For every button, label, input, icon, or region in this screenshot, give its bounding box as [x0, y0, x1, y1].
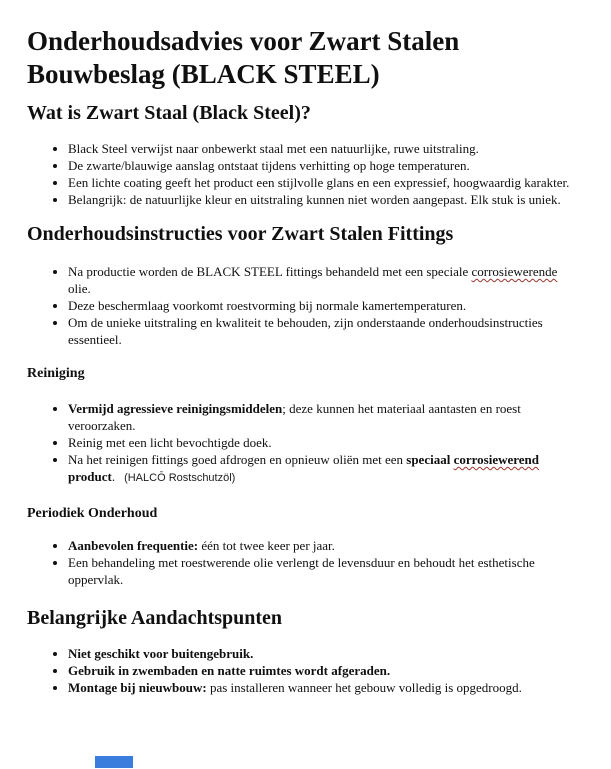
bullet-text: pas installeren wanneer het gebouw volledig is opgedroogd.: [206, 680, 522, 695]
list-item: • Een lichte coating geeft het product een stijlvolle glans en een expressief, hoogwaardig karakter.: [68, 174, 581, 191]
list-item: [68, 537, 581, 554]
bold-text: Aanbevolen frequentie:: [68, 538, 199, 553]
section-heading-belangrijke-aandachtspunten: Belangrijke Aandachtspunten: [27, 607, 283, 629]
list-item: • Een behandeling met roestwerende olie verlengt de levensduur en behoudt het esthetische oppervlak.: [68, 554, 581, 588]
list-item: [68, 400, 581, 434]
bullet-text: ; deze kunnen het materiaal aantasten en roest veroorzaken.: [68, 401, 521, 433]
list-item: [68, 679, 581, 696]
misspelled-word: corrosiewerende: [471, 264, 558, 279]
product-note: (HALCŌ Rostschutzöl): [124, 472, 236, 484]
bold-text: product: [68, 469, 112, 484]
list-item: [68, 263, 581, 297]
bullet-text: Na productie worden de BLACK STEEL fittings behandeld met een speciale: [68, 264, 472, 279]
bold-text: Vermijd agressieve reinigingsmiddelen: [68, 401, 283, 416]
section-heading-onderhoudsinstructies: Onderhoudsinstructies voor Zwart Stalen Fittings: [27, 223, 454, 245]
list-item: • Reinig met een licht bevochtigde doek.: [68, 434, 581, 451]
bold-text: Montage bij nieuwbouw:: [68, 680, 207, 695]
subsection-heading-reiniging: Reiniging: [27, 366, 85, 381]
list-item: [68, 451, 581, 487]
list-item: • Om de unieke uitstraling en kwaliteit te behouden, zijn onderstaande onderhoudsinstructies essentieel.: [68, 314, 581, 348]
bold-text: speciaal: [406, 452, 454, 467]
intro-bullet-list: [27, 140, 581, 208]
subsection-heading-periodiek-onderhoud: Periodiek Onderhoud: [27, 506, 158, 521]
list-item: • Deze beschermlaag voorkomt roestvorming bij normale kamertemperaturen.: [68, 297, 581, 314]
misspelled-word: corrosiewerend: [453, 452, 540, 467]
important-bullet-list: [27, 645, 581, 696]
list-item: • Niet geschikt voor buitengebruik.: [68, 645, 581, 662]
cleaning-bullet-list: [27, 400, 581, 487]
list-item: • Black Steel verwijst naar onbewerkt staal met een natuurlijke, ruwe uitstraling.: [68, 140, 581, 157]
list-item: • Gebruik in zwembaden en natte ruimtes wordt afgeraden.: [68, 662, 581, 679]
list-item: • De zwarte/blauwige aanslag ontstaat tijdens verhitting op hoge temperaturen.: [68, 157, 581, 174]
bullet-text: olie.: [68, 281, 91, 296]
cursor-marker: [95, 756, 133, 768]
bullet-text: Na het reinigen fittings goed afdrogen en opnieuw oliën met een: [68, 452, 407, 467]
section-heading-wat-is-zwart-staal: Wat is Zwart Staal (Black Steel)?: [27, 102, 311, 124]
document-title: Onderhoudsadvies voor Zwart Stalen Bouwbeslag (BLACK STEEL): [27, 26, 460, 89]
list-item: • Belangrijk: de natuurlijke kleur en uitstraling kunnen niet worden aangepast. Elk stuk is uniek.: [68, 191, 581, 208]
bullet-text: .: [111, 469, 116, 484]
bullet-text: één tot twee keer per jaar.: [198, 538, 335, 553]
instructions-bullet-list: [27, 263, 581, 348]
periodic-bullet-list: [27, 537, 581, 588]
